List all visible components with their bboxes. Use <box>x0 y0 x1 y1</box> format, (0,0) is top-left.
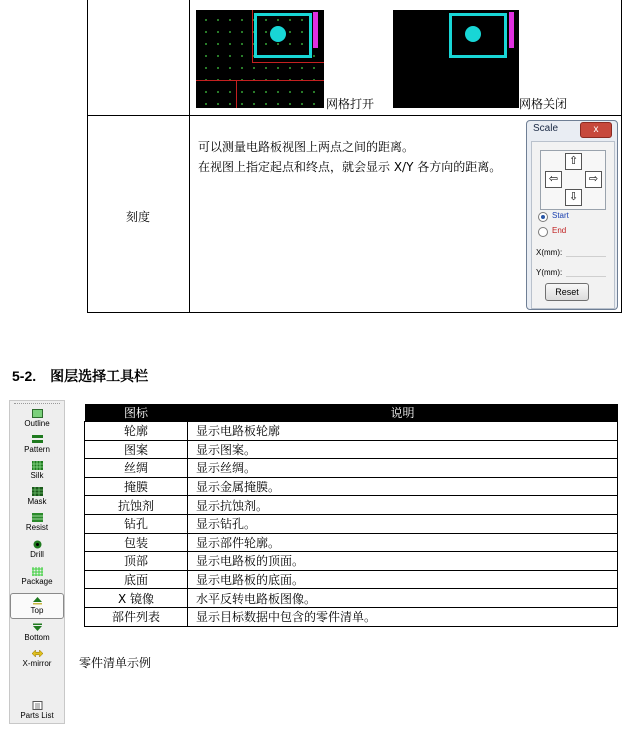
row-name: 丝绸 <box>85 459 188 478</box>
toolbar-x-mirror-label: X-mirror <box>22 659 52 668</box>
arrow-down-icon[interactable]: ⇩ <box>565 189 582 206</box>
row-name: 钻孔 <box>85 514 188 533</box>
pattern-icon <box>32 435 43 444</box>
grid-off-image <box>393 10 519 108</box>
scale-row-name: 刻度 <box>126 210 151 224</box>
row-desc: 显示钻孔。 <box>188 514 618 533</box>
toolbar-drill-label: Drill <box>30 550 44 559</box>
resist-icon <box>32 513 43 522</box>
toolbar-outline[interactable] <box>10 409 64 428</box>
footer-note: 零件清单示例 <box>79 656 152 670</box>
toolbar-bottom-label: Bottom <box>24 633 50 642</box>
header-icon: 图标 <box>85 404 188 422</box>
x-mirror-icon <box>32 649 43 658</box>
package-icon <box>32 567 43 576</box>
row-desc: 显示部件轮廓。 <box>188 533 618 552</box>
toolbar-silk-label: Silk <box>30 471 44 480</box>
layer-table <box>84 404 618 627</box>
parts-list-icon <box>32 701 43 710</box>
row-name: 底面 <box>85 570 188 589</box>
silk-icon <box>32 461 43 470</box>
scale-desc-line1: 可以测量电路板视图上两点之间的距离。 <box>198 140 415 154</box>
table-row <box>85 589 618 608</box>
mask-icon <box>32 487 43 496</box>
toolbar-pattern-label: Pattern <box>24 445 50 454</box>
start-label: Start <box>552 211 569 220</box>
header-description: 说明 <box>188 404 618 422</box>
close-button[interactable]: x <box>580 122 612 138</box>
table-row <box>85 533 618 552</box>
bottom-icon <box>32 623 43 632</box>
toolbar-pattern[interactable] <box>10 435 64 454</box>
top-icon <box>32 596 43 605</box>
toolbar-top[interactable] <box>10 593 64 619</box>
reset-button[interactable]: Reset <box>545 283 589 301</box>
toolbar-mask-label: Mask <box>27 497 47 506</box>
toolbar-package-label: Package <box>21 577 53 586</box>
toolbar-bottom[interactable] <box>10 623 64 642</box>
table-row <box>85 570 618 589</box>
arrow-up-icon[interactable]: ⇧ <box>565 153 582 170</box>
row-desc: 显示丝绸。 <box>188 459 618 478</box>
row-name: 包装 <box>85 533 188 552</box>
toolbar-resist[interactable] <box>10 513 64 532</box>
row-name: 部件列表 <box>85 607 188 626</box>
y-mm-label: Y(mm): <box>536 268 563 277</box>
grid-off-label: 网格关闭 <box>519 97 568 111</box>
section-heading: 5-2. 图层选择工具栏 <box>12 368 149 384</box>
scale-dialog <box>526 120 618 310</box>
row-desc: 显示电路板的顶面。 <box>188 552 618 571</box>
arrow-left-icon[interactable]: ⇦ <box>545 171 562 188</box>
end-radio[interactable] <box>538 227 548 237</box>
grid-on-image <box>196 10 324 108</box>
row-desc: 水平反转电路板图像。 <box>188 589 618 608</box>
x-mm-label: X(mm): <box>536 248 563 257</box>
row-desc: 显示目标数据中包含的零件清单。 <box>188 607 618 626</box>
row-desc: 显示抗蚀剂。 <box>188 496 618 515</box>
start-radio[interactable] <box>538 212 548 222</box>
toolbar-parts-list[interactable] <box>10 701 64 720</box>
row-name: 轮廓 <box>85 422 188 441</box>
toolbar-drill[interactable] <box>10 540 64 559</box>
row-desc: 显示图案。 <box>188 440 618 459</box>
table-row <box>85 422 618 441</box>
toolbar-x-mirror[interactable] <box>10 649 64 668</box>
toolbar-resist-label: Resist <box>25 523 49 532</box>
table-row <box>85 477 618 496</box>
end-label: End <box>552 226 567 235</box>
toolbar-outline-label: Outline <box>24 419 50 428</box>
table-row <box>85 514 618 533</box>
arrow-right-icon[interactable]: ⇨ <box>585 171 602 188</box>
x-mm-value <box>566 246 606 257</box>
table-row <box>85 440 618 459</box>
scale-desc-line2: 在视图上指定起点和终点，就会显示 X/Y 各方向的距离。 <box>198 160 502 174</box>
toolbar-mask[interactable] <box>10 487 64 506</box>
toolbar-parts-list-label: Parts List <box>20 711 54 720</box>
row-name: 掩膜 <box>85 477 188 496</box>
outline-icon <box>32 409 43 418</box>
drill-icon <box>32 540 43 549</box>
table-row <box>85 552 618 571</box>
row-name: 抗蚀剂 <box>85 496 188 515</box>
toolbar-top-label: Top <box>30 606 44 615</box>
row-desc: 显示电路板的底面。 <box>188 570 618 589</box>
grid-on-label: 网格打开 <box>326 97 375 111</box>
table-row <box>85 496 618 515</box>
table-row <box>85 607 618 626</box>
toolbar-package[interactable] <box>10 567 64 586</box>
row-desc: 显示金属掩膜。 <box>188 477 618 496</box>
table-row <box>85 459 618 478</box>
scale-dialog-title: Scale <box>533 123 559 134</box>
toolbar-grip[interactable] <box>14 403 60 406</box>
row-desc: 显示电路板轮廓 <box>188 422 618 441</box>
layer-toolbar <box>9 400 65 724</box>
arrow-pad <box>540 150 606 210</box>
row-name: 图案 <box>85 440 188 459</box>
y-mm-value <box>566 266 606 277</box>
toolbar-silk[interactable] <box>10 461 64 480</box>
row-name: X 镜像 <box>85 589 188 608</box>
row-name: 顶部 <box>85 552 188 571</box>
layer-table-header <box>85 404 618 422</box>
